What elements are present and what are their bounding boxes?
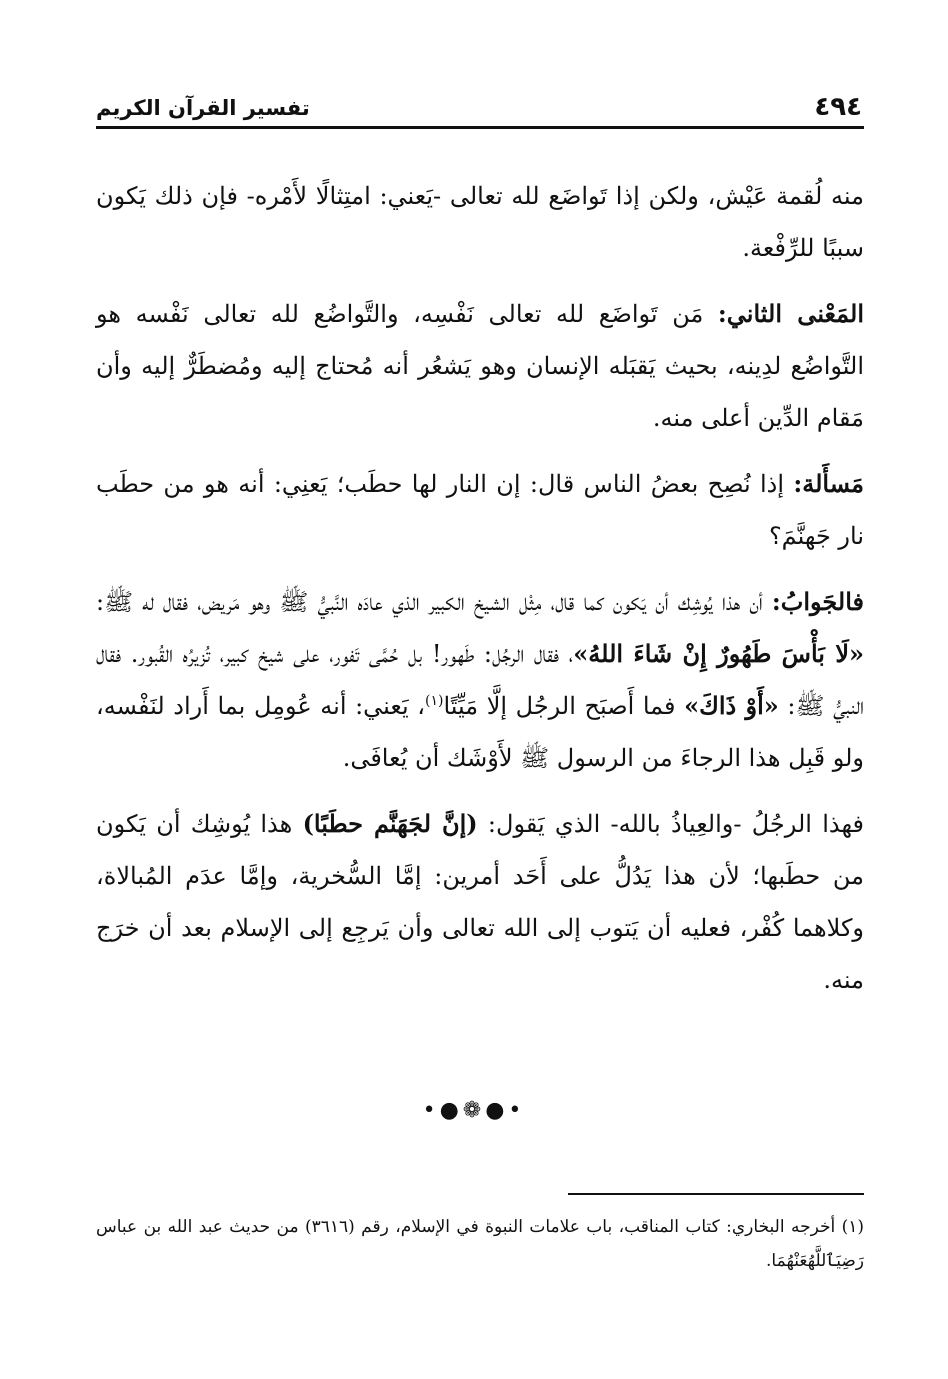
paragraph-text: ، فقال الرجُل: طَهور! بل حُمَّى تَفور، على شيخ كبير، تُزيرُه القُبور. فقال النبيُّ ﷺ: [96,640,865,720]
paragraph-text: هذا يُوشِك أن يَكون من حطَبها؛ لأن هذا يَدُلُّ على أَحَد أمرين: إمَّا السُّخرية، وإمَّا عدَم المُبالاة، وكلاهما كُفْر، فعليه أن يَتوب إلى الله تعالى وأن يَرجِع إلى الإسلام بعد أن خرَج منه. [96,810,864,994]
hadith-quote: «لَا بَأْسَ طَهُورٌ إِنْ شَاءَ اللهُ» [573,639,865,668]
footnote-reference[interactable]: (١) [425,693,444,709]
paragraph-text: أن هذا يُوشِك أن يَكون كما قال، مِثْل الشيخ الكبير الذي عادَه النَّبيُّ ﷺ وهو مَريض، فقال له ﷺ: [96,588,763,616]
section-ornament-icon: •●❁●• [422,1098,526,1123]
paragraph-4 [96,576,864,784]
footnote-divider [568,1193,864,1195]
page-number: ٤٩٤ [814,92,862,122]
paragraph-lead: المَعْنى الثاني: [717,299,864,328]
page-header [96,92,862,126]
paragraph-text: فهذا الرجُلُ -والعِياذُ بالله- الذي يَقول: [487,810,864,838]
paragraph-2 [96,288,864,444]
footnote: (١) أخرجه البخاري: كتاب المناقب، باب علامات النبوة في الإسلام، رقم (٣٦١٦) من حديث عبد الله بن عباس رَضِيَٱللَّهُعَنْهُمَا. [96,1217,865,1271]
paragraph-5 [96,798,864,1006]
paragraph-text: مَن تَواضَع لله تعالى نَفْسِه، والتَّواضُع لله تعالى نَفْسه هو التَّواضُع لدِينه، بحيث يَقبَله الإنسان وهو يَشعُر أنه مُحتاج إليه ومُضطَرٌّ إليه وأن مَقام الدِّين أعلى منه. [96,300,864,432]
quran-quote: (إنَّ لجَهَنَّم حطَبًا) [302,809,478,838]
paragraph-text: منه لُقمة عَيْش، ولكن إذا تَواضَع لله تعالى -يَعني: امتِثالًا لأَمْره- فإن ذلك يَكون سببًا للرِّفْعة. [96,182,864,262]
paragraph-lead: مَسأَلة: [793,469,864,498]
book-title: تفسير القرآن الكريم [96,96,310,120]
hadith-quote: «أَوْ ذَاكَ» [684,691,779,720]
paragraph-text: إذا نُصِح بعضُ الناس قال: إن النار لها حطَب؛ يَعنِي: أنه هو من حطَب نار جَهنَّمَ؟ [96,470,864,550]
paragraph-3 [96,458,864,562]
paragraph-text: ، يَعني: أنه عُومِل بما أَراد لنَفْسه، ولو قَبِل هذا الرجاءَ من الرسول ﷺ لأَوْشَك أن يُعافَى. [96,692,864,772]
paragraph-lead: فالجَوابُ: [771,587,864,616]
main-text [96,170,864,1020]
paragraph-text: فما أَصبَح الرجُل إلَّا مَيِّتًا [443,692,676,720]
header-divider [96,126,864,129]
paragraph-1 [96,170,864,274]
